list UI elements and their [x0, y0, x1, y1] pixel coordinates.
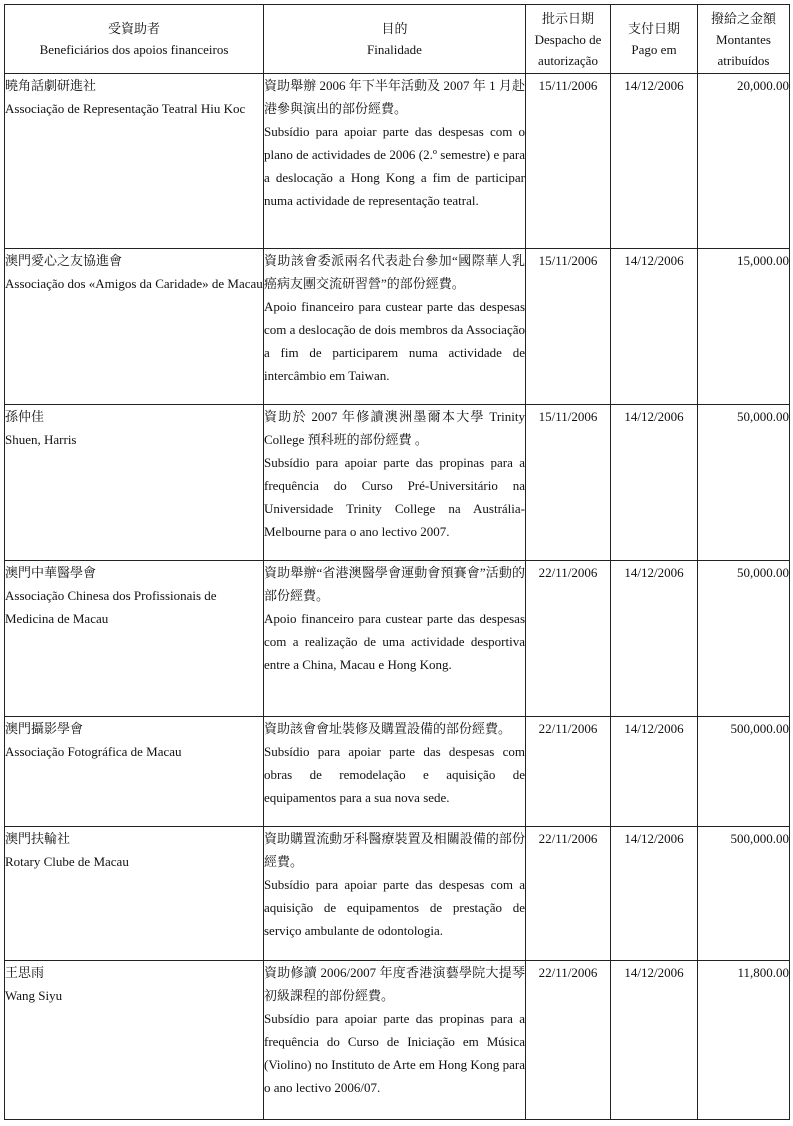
purpose-cell: 資助舉辦 2006 年下半年活動及 2007 年 1 月赴港參與演出的部份經費。 Subsídio para apoiar parte das despesas com o plano de actividades de 2006 (2.º semestre) e para a deslocação a Hong Kong a fim de participar numa actividade de representação teatral.	[264, 74, 526, 249]
purpose-cell: 資助舉辦“省港澳醫學會運動會預賽會”活動的部份經費。 Apoio financeiro para custear parte das despesas com a realização de uma actividade desportiva entre a China, Macau e Hong Kong.	[264, 561, 526, 717]
paid-date-cell: 14/12/2006	[611, 74, 698, 249]
dispatch-date-cell: 22/11/2006	[526, 961, 611, 1120]
paid-date-cell: 14/12/2006	[611, 827, 698, 961]
purpose-cell: 資助該會會址裝修及購置設備的部份經費。 Subsídio para apoiar parte das despesas com obras de remodelação e aquisição de equipamentos para a sua nova sede.	[264, 717, 526, 827]
dispatch-date-cell: 15/11/2006	[526, 74, 611, 249]
table-row	[5, 961, 790, 1120]
amount-cell: 20,000.00	[698, 74, 790, 249]
amount-cell: 50,000.00	[698, 561, 790, 717]
dispatch-date-cell: 22/11/2006	[526, 827, 611, 961]
amount-cell: 15,000.00	[698, 249, 790, 405]
table-row	[5, 249, 790, 405]
header-paid-date: 支付日期 Pago em	[611, 5, 698, 74]
purpose-cell: 資助於 2007 年修讀澳洲墨爾本大學 Trinity College 預科班的部份經費 。 Subsídio para apoiar parte das propinas para a frequência do Curso Pré-Universitário na Universidade Trinity College na Austrália-Melbourne para o ano lectivo 2007.	[264, 405, 526, 561]
header-beneficiary: 受資助者 Beneficiários dos apoios financeiros	[5, 5, 264, 74]
beneficiary-cell: 澳門扶輪社 Rotary Clube de Macau	[5, 827, 264, 961]
table-row	[5, 405, 790, 561]
dispatch-date-cell: 15/11/2006	[526, 249, 611, 405]
header-purpose: 目的 Finalidade	[264, 5, 526, 74]
beneficiary-cell: 澳門攝影學會 Associação Fotográfica de Macau	[5, 717, 264, 827]
table-row	[5, 74, 790, 249]
paid-date-cell: 14/12/2006	[611, 249, 698, 405]
table-row	[5, 827, 790, 961]
paid-date-cell: 14/12/2006	[611, 405, 698, 561]
table-row	[5, 717, 790, 827]
purpose-cell: 資助該會委派兩名代表赴台參加“國際華人乳癌病友團交流研習營”的部份經費。 Apoio financeiro para custear parte das despesas com a deslocação de dois membros da Associação a fim de participarem numa actividade de intercâmbio em Taiwan.	[264, 249, 526, 405]
beneficiary-cell: 孫仲佳 Shuen, Harris	[5, 405, 264, 561]
table-row	[5, 561, 790, 717]
paid-date-cell: 14/12/2006	[611, 561, 698, 717]
header-amount: 撥給之金額 Montantes atribuídos	[698, 5, 790, 74]
purpose-cell: 資助購置流動牙科醫療裝置及相關設備的部份經費。 Subsídio para apoiar parte das despesas com a aquisição de equipamentos de prestação de serviço ambulante de odontologia.	[264, 827, 526, 961]
amount-cell: 50,000.00	[698, 405, 790, 561]
paid-date-cell: 14/12/2006	[611, 717, 698, 827]
beneficiary-cell: 澳門愛心之友協進會 Associação dos «Amigos da Caridade» de Macau	[5, 249, 264, 405]
purpose-cell: 資助修讀 2006/2007 年度香港演藝學院大提琴初級課程的部份經費。 Subsídio para apoiar parte das propinas para a frequência do Curso de Iniciação em Música (Violino) no Instituto de Arte em Hong Kong para o ano lectivo 2006/07.	[264, 961, 526, 1120]
header-dispatch-date: 批示日期 Despacho de autorização	[526, 5, 611, 74]
dispatch-date-cell: 22/11/2006	[526, 561, 611, 717]
amount-cell: 500,000.00	[698, 827, 790, 961]
amount-cell: 11,800.00	[698, 961, 790, 1120]
dispatch-date-cell: 22/11/2006	[526, 717, 611, 827]
dispatch-date-cell: 15/11/2006	[526, 405, 611, 561]
beneficiary-cell: 曉角話劇研進社 Associação de Representação Teatral Hiu Koc	[5, 74, 264, 249]
beneficiary-cell: 王思雨 Wang Siyu	[5, 961, 264, 1120]
paid-date-cell: 14/12/2006	[611, 961, 698, 1120]
beneficiary-cell: 澳門中華醫學會 Associação Chinesa dos Profissionais de Medicina de Macau	[5, 561, 264, 717]
grants-table	[4, 4, 790, 1120]
header-row	[5, 5, 790, 74]
amount-cell: 500,000.00	[698, 717, 790, 827]
